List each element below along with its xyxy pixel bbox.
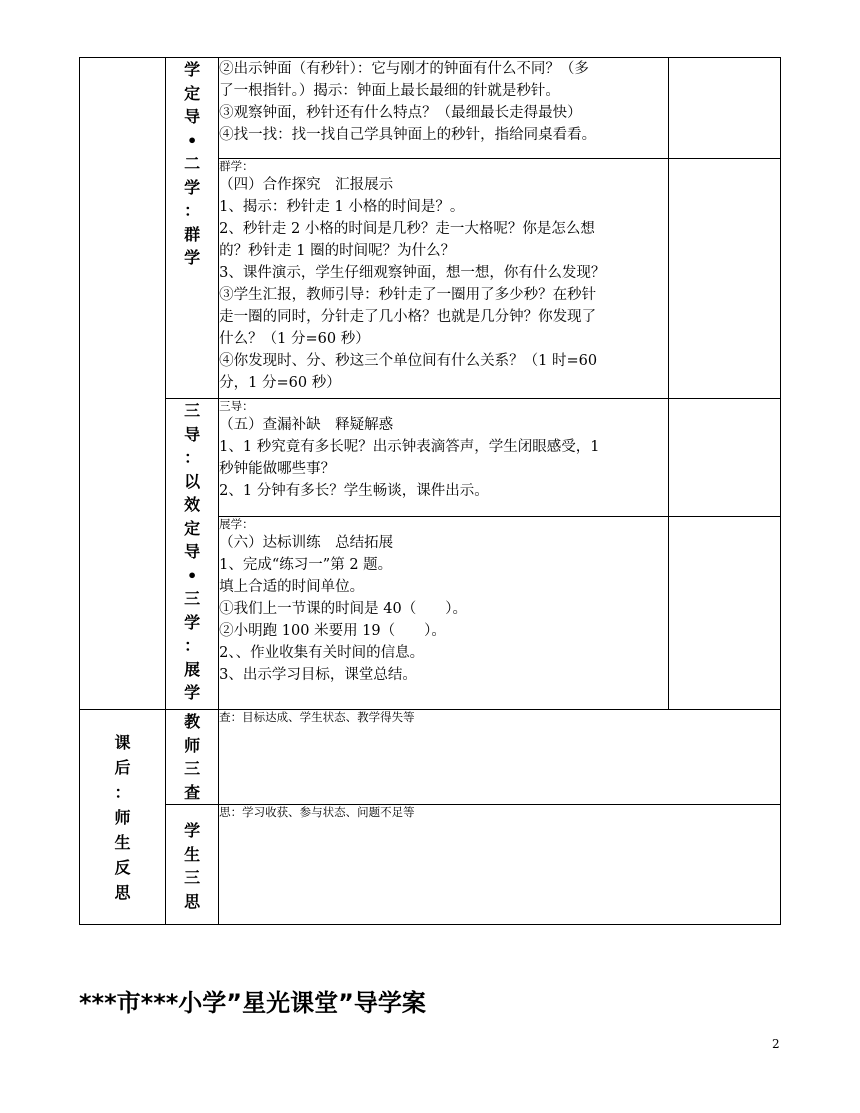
label-char: 导 [184,107,201,126]
content-line: 2、1 分钟有多长？学生畅谈，课件出示。 [219,483,489,499]
table-row [80,710,781,805]
student-reflect-cell [219,805,781,925]
table-row [80,58,781,159]
document-title: ***市***小学”星光课堂”导学案 [79,989,426,1017]
label-char: 思 [114,882,131,902]
label-char: ： [184,201,201,220]
label-char: 后 [114,757,131,777]
content-line: 填上合适的时间单位。 [219,579,365,595]
content-line: 秒钟能做哪些事？ [219,461,336,477]
blank-left-cell [80,58,166,710]
content-line: ①我们上一节课的时间是 40（ ）。 [219,601,467,617]
label-char: • [187,130,198,150]
content-line: 1、完成“练习一”第 2 题。 [219,557,393,573]
content-cell-group-study [219,159,669,399]
content-line: （五）查漏补缺 释疑解惑 [219,417,394,433]
notes-cell [668,517,780,710]
notes-cell [668,58,780,159]
teacher-check-cell [219,710,781,805]
content-line: ④找一找：找一找自己学具钟面上的秒针，指给同桌看看。 [219,127,597,143]
label-char: 反 [114,857,131,877]
label-char: 三 [184,401,201,420]
label-char: 定 [184,518,201,538]
lesson-plan-table [79,57,781,925]
label-char: 师 [114,807,131,827]
content-line: ③学生汇报，教师引导：秒针走了一圈用了多少秒？在秒针 [219,287,597,303]
label-char: 导 [184,424,201,444]
content-line: 3、出示学习目标，课堂总结。 [219,667,417,683]
label-char: 二 [184,154,201,173]
content-line: 2、、作业收集有关时间的信息。 [219,645,425,661]
student-reflect-text: 思：学习收获、参与状态、问题不足等 [219,805,415,819]
content-line: 1、揭示：秒针走 1 小格的时间是？。 [219,199,465,215]
label-char: 群 [184,224,201,244]
label-char: 三 [184,868,201,887]
table-row [80,805,781,925]
label-char: 师 [184,735,201,755]
label-char: 以 [184,471,201,491]
content-line: 的？秒针走 1 圈的时间呢？为什么？ [219,243,456,259]
notes-cell [668,399,780,517]
label-char: 查 [184,782,201,802]
content-line: （六）达标训练 总结拓展 [219,535,394,551]
content-line: （四）合作探究 汇报展示 [219,177,394,193]
label-char: ： [184,448,201,467]
label-char: ： [114,782,131,802]
label-char: 生 [184,844,201,864]
content-line: ②小明跑 100 米要用 19（ ）。 [219,623,446,639]
label-char: 三 [184,759,201,778]
content-line: 了一根指针。）揭示：钟面上最长最细的针就是秒针。 [219,83,560,99]
table-row [80,399,781,517]
content-line: ④你发现时、分、秒这三个单位间有什么关系？（1 时=60 [219,353,598,369]
label-char: 学 [184,177,201,197]
content-line: 分，1 分=60 秒） [219,375,341,391]
label-char: 课 [114,732,131,752]
label-char: • [187,565,198,585]
label-char: 学 [184,612,201,632]
content-line: 3、课件演示，学生仔细观察钟面，想一想，你有什么发现？ [219,265,606,281]
label-char: 生 [114,832,131,852]
label-char: 学 [184,60,201,79]
label-char: 思 [184,891,201,911]
section-header: 群学： [219,159,254,173]
label-char: 学 [184,821,201,840]
after-class-reflection-label [80,710,166,925]
section-header: 展学： [219,517,254,531]
content-line: 走一圈的同时，分针走了几小格？也就是几分钟？你发现了 [219,309,597,325]
label-char: 定 [184,83,201,103]
label-char: 学 [184,248,201,267]
content-cell-showing-clock [219,58,669,159]
page-number: 2 [772,1037,780,1051]
label-char: 三 [184,589,201,608]
notes-cell [668,159,780,399]
section-header: 三导： [219,399,254,413]
stage-label-zhanxue [166,399,219,710]
content-line: 1、1 秒究竟有多长呢？出示钟表滴答声，学生闭眼感受，1 [219,439,600,455]
content-line: 什么？（1 分=60 秒） [219,331,370,347]
label-char: 效 [184,495,201,514]
label-char: 展 [184,659,201,679]
content-cell-show-study [219,517,669,710]
teacher-check-text: 查：目标达成、学生状态、教学得失等 [219,710,415,724]
label-char: 学 [184,683,201,702]
label-char: 教 [184,712,201,731]
content-cell-third-guide [219,399,669,517]
content-line: ②出示钟面（有秒针）：它与刚才的钟面有什么不同？（多 [219,61,589,77]
content-line: ③观察钟面，秒针还有什么特点？（最细最长走得最快） [219,105,582,121]
content-line: 2、秒针走 2 小格的时间是几秒？走一大格呢？你是怎么想 [219,221,595,237]
teacher-check-label [166,710,219,805]
label-char: ： [184,636,201,655]
student-reflect-label [166,805,219,925]
label-char: 导 [184,542,201,561]
stage-label-qunxue [166,58,219,399]
